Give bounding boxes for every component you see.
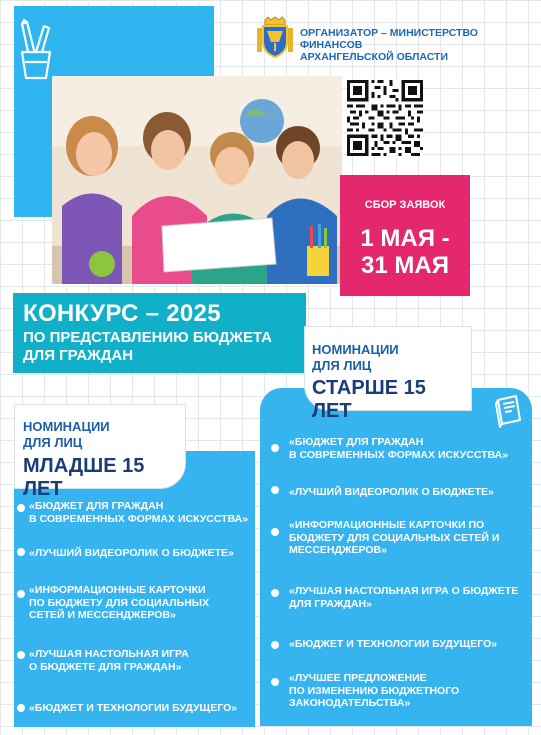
older-item-5 bbox=[289, 638, 497, 651]
older-heading bbox=[312, 342, 399, 374]
older-item-4-line1: «ЛУЧШАЯ НАСТОЛЬНАЯ ИГРА О БЮДЖЕТЕ bbox=[289, 585, 519, 597]
date-start: 1 МАЯ - bbox=[360, 225, 450, 252]
applications-label: СБОР ЗАЯВОК bbox=[364, 199, 446, 211]
younger-heading-line2: ДЛЯ ЛИЦ bbox=[23, 435, 83, 450]
list-bullet bbox=[271, 641, 279, 649]
older-age-label: СТАРШЕ 15 ЛЕТ bbox=[312, 377, 426, 422]
older-item-4 bbox=[289, 585, 518, 610]
coat-of-arms-icon bbox=[256, 16, 294, 58]
younger-heading-card bbox=[14, 404, 186, 500]
younger-item-4-line1: «ЛУЧШАЯ НАСТОЛЬНАЯ ИГРА bbox=[29, 648, 189, 660]
younger-item-5-line1: «БЮДЖЕТ И ТЕХНОЛОГИИ БУДУЩЕГО» bbox=[29, 702, 238, 714]
older-item-4-line2: ДЛЯ ГРАЖДАН» bbox=[289, 597, 372, 610]
older-heading-card bbox=[304, 326, 472, 422]
children-illustration bbox=[52, 76, 342, 284]
contest-subtitle-line2: ДЛЯ ГРАЖДАН bbox=[23, 347, 134, 364]
older-heading-line1: НОМИНАЦИИ bbox=[312, 342, 399, 357]
younger-item-1-line2: В СОВРЕМЕННЫХ ФОРМАХ ИСКУССТВА» bbox=[29, 512, 249, 525]
organizer-line1: ОРГАНИЗАТОР – МИНИСТЕРСТВО ФИНАНСОВ bbox=[300, 27, 478, 51]
older-item-6-line2: ПО ИЗМЕНЕНИЮ БЮДЖЕТНОГО bbox=[289, 684, 460, 697]
book-icon bbox=[492, 394, 524, 428]
younger-item-1-line1: «БЮДЖЕТ ДЛЯ ГРАЖДАН bbox=[29, 500, 164, 512]
younger-age-label: МЛАДШЕ 15 ЛЕТ bbox=[23, 455, 145, 500]
older-item-5-line1: «БЮДЖЕТ И ТЕХНОЛОГИИ БУДУЩЕГО» bbox=[289, 638, 498, 650]
date-end: 31 МАЯ bbox=[361, 252, 449, 279]
younger-heading-line1: НОМИНАЦИИ bbox=[23, 419, 110, 434]
dates-box bbox=[340, 175, 470, 296]
younger-item-3-line3: СЕТЕЙ И МЕССЕНДЖЕРОВ» bbox=[29, 609, 176, 621]
organizer-line2: АРХАНГЕЛЬСКОЙ ОБЛАСТИ bbox=[300, 51, 449, 63]
younger-item-4-line2: О БЮДЖЕТЕ ДЛЯ ГРАЖДАН» bbox=[29, 660, 182, 673]
qr-code-icon[interactable] bbox=[347, 80, 423, 156]
younger-item-4 bbox=[29, 648, 189, 673]
list-bullet bbox=[17, 651, 25, 659]
list-bullet bbox=[271, 444, 279, 452]
older-item-6-line3: ЗАКОНОДАТЕЛЬСТВА» bbox=[289, 697, 411, 709]
organizer-text bbox=[300, 27, 540, 63]
list-bullet bbox=[17, 590, 25, 598]
list-bullet bbox=[271, 678, 279, 686]
list-bullet bbox=[17, 548, 25, 556]
dates-range bbox=[340, 225, 470, 279]
list-bullet bbox=[271, 528, 279, 536]
list-bullet bbox=[17, 504, 25, 512]
older-item-3 bbox=[289, 519, 499, 557]
list-bullet bbox=[271, 486, 279, 494]
older-item-6 bbox=[289, 672, 459, 710]
pencil-cup-icon bbox=[16, 18, 56, 82]
children-photo bbox=[52, 76, 342, 284]
older-item-1-line2: В СОВРЕМЕННЫХ ФОРМАХ ИСКУССТВА» bbox=[289, 448, 509, 461]
contest-title-block bbox=[13, 293, 306, 373]
older-item-6-line1: «ЛУЧШЕЕ ПРЕДЛОЖЕНИЕ bbox=[289, 672, 427, 684]
younger-item-3-line1: «ИНФОРМАЦИОННЫЕ КАРТОЧКИ bbox=[29, 584, 206, 596]
contest-subtitle bbox=[23, 329, 272, 365]
contest-title: КОНКУРС – 2025 bbox=[23, 300, 221, 327]
older-item-3-line2: БЮДЖЕТУ ДЛЯ СОЦИАЛЬНЫХ СЕТЕЙ И bbox=[289, 531, 500, 544]
list-bullet bbox=[17, 704, 25, 712]
list-bullet bbox=[271, 589, 279, 597]
older-item-1 bbox=[289, 436, 508, 461]
younger-item-1 bbox=[29, 500, 248, 525]
older-item-3-line1: «ИНФОРМАЦИОННЫЕ КАРТОЧКИ ПО bbox=[289, 519, 485, 531]
younger-item-5 bbox=[29, 702, 237, 715]
older-item-2 bbox=[289, 486, 494, 499]
younger-item-2-line1: «ЛУЧШИЙ ВИДЕОРОЛИК О БЮДЖЕТЕ» bbox=[29, 547, 234, 559]
older-item-1-line1: «БЮДЖЕТ ДЛЯ ГРАЖДАН bbox=[289, 436, 424, 448]
older-item-3-line3: МЕССЕНДЖЕРОВ» bbox=[289, 544, 387, 556]
younger-item-2 bbox=[29, 547, 234, 560]
older-heading-line2: ДЛЯ ЛИЦ bbox=[312, 358, 372, 373]
younger-heading bbox=[23, 419, 110, 451]
younger-item-3-line2: ПО БЮДЖЕТУ ДЛЯ СОЦИАЛЬНЫХ bbox=[29, 596, 210, 609]
older-item-2-line1: «ЛУЧШИЙ ВИДЕОРОЛИК О БЮДЖЕТЕ» bbox=[289, 486, 494, 498]
contest-subtitle-line1: ПО ПРЕДСТАВЛЕНИЮ БЮДЖЕТА bbox=[23, 329, 273, 346]
younger-item-3 bbox=[29, 584, 209, 622]
